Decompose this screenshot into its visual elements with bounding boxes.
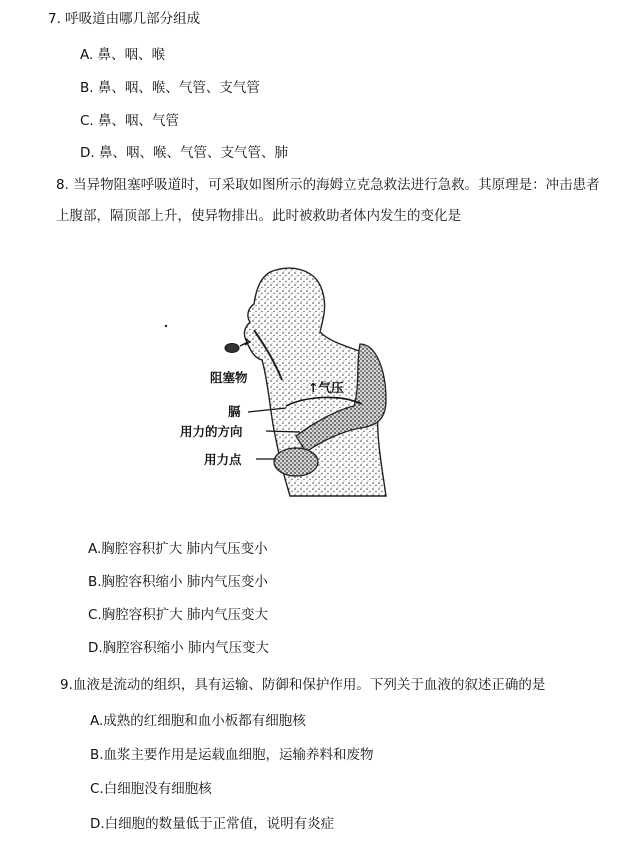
question-8-stem-line-2: 上腹部，隔顶部上升，使异物排出。此时被救助者体内发生的变化是 xyxy=(56,208,461,224)
question-9-option-d: D.白细胞的数量低于正常值，说明有炎症 xyxy=(90,816,335,832)
question-8-option-b: B.胸腔容积缩小 肺内气压变小 xyxy=(88,574,268,590)
question-9-option-b: B.血浆主要作用是运载血细胞，运输养料和废物 xyxy=(90,747,374,763)
obstruction-object xyxy=(225,344,239,353)
question-9-option-c: C.白细胞没有细胞核 xyxy=(90,781,212,797)
question-8-stem-line-1: 8. 当异物阻塞呼吸道时，可采取如图所示的海姆立克急救法进行急救。其原理是：冲击患者 xyxy=(56,177,600,193)
question-7-option-d: D. 鼻、咽、喉、气管、支气管、肺 xyxy=(80,145,288,161)
question-9-option-a: A.成熟的红细胞和血小板都有细胞核 xyxy=(90,713,306,729)
heimlich-maneuver-figure xyxy=(150,260,480,500)
figure-label-pressure: ↑气压 xyxy=(308,380,344,395)
question-8-option-c: C.胸腔容积扩大 肺内气压变大 xyxy=(88,607,269,623)
question-7-option-c: C. 鼻、咽、气管 xyxy=(80,113,180,129)
question-7-option-a: A. 鼻、咽、喉 xyxy=(80,47,166,63)
question-8-option-d: D.胸腔容积缩小 肺内气压变大 xyxy=(88,640,269,656)
rescuer-fist xyxy=(274,448,318,476)
figure-label-diaphragm: 膈 xyxy=(228,404,241,419)
question-7-option-b: B. 鼻、咽、喉、气管、支气管 xyxy=(80,80,260,96)
figure-label-force-point: 用力点 xyxy=(204,452,242,467)
question-9-stem: 9.血液是流动的组织，具有运输、防御和保护作用。下列关于血液的叙述正确的是 xyxy=(60,677,546,693)
question-8-option-a: A.胸腔容积扩大 肺内气压变小 xyxy=(88,541,268,557)
heimlich-diagram xyxy=(150,260,480,500)
figure-label-force-direction: 用力的方向 xyxy=(180,424,243,439)
question-7-stem: 7. 呼吸道由哪几部分组成 xyxy=(48,11,201,27)
figure-label-obstruction: 阻塞物 xyxy=(210,370,248,385)
